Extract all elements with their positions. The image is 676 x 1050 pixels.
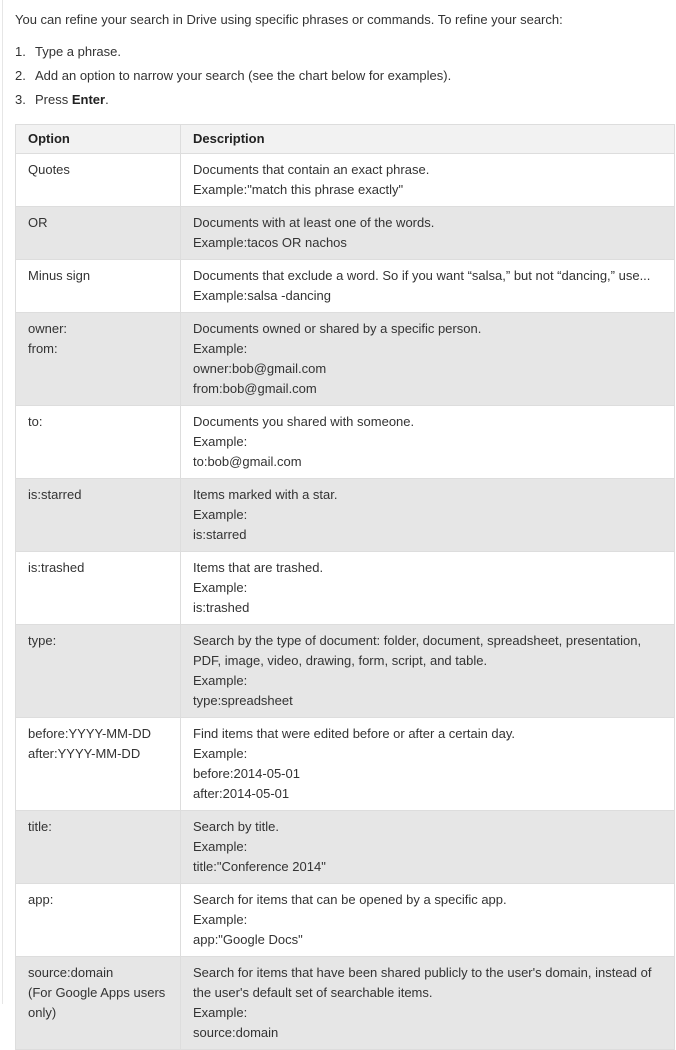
description-line: Example:	[193, 580, 248, 595]
description-cell	[181, 625, 675, 718]
table-row	[16, 154, 675, 207]
table-header-row	[16, 125, 675, 154]
description-line: from:bob@gmail.com	[193, 381, 317, 396]
option-cell	[16, 260, 181, 313]
table-body	[16, 154, 675, 1050]
description-cell	[181, 406, 675, 479]
description-line: Items that are trashed.	[193, 560, 324, 575]
option-line: source:domain	[28, 965, 114, 980]
step-number: 2.	[15, 68, 26, 83]
steps-list	[15, 43, 451, 115]
description-line: Find items that were edited before or after a certain day.	[193, 726, 516, 741]
description-line: Search for items that can be opened by a specific app.	[193, 892, 507, 907]
description-cell	[181, 479, 675, 552]
description-cell	[181, 884, 675, 957]
description-cell	[181, 207, 675, 260]
option-cell	[16, 884, 181, 957]
option-cell	[16, 479, 181, 552]
description-line: type:spreadsheet	[193, 693, 293, 708]
option-line: is:starred	[28, 487, 82, 502]
description-line: Documents that exclude a word. So if you want “salsa,” but not “dancing,” use...	[193, 268, 651, 283]
description-line: Example:tacos OR nachos	[193, 235, 347, 250]
description-line: Documents you shared with someone.	[193, 414, 415, 429]
option-line: to:	[28, 414, 43, 429]
option-line: title:	[28, 819, 52, 834]
step-item	[15, 43, 451, 67]
step-item	[15, 91, 451, 115]
step-key-enter: Enter	[71, 92, 106, 107]
step-number: 1.	[15, 44, 26, 59]
table-row	[16, 479, 675, 552]
table-row	[16, 207, 675, 260]
search-options-table	[15, 124, 675, 1050]
description-line: the user's default set of searchable items.	[193, 985, 433, 1000]
option-cell	[16, 552, 181, 625]
description-line: Example:	[193, 341, 248, 356]
option-line: Quotes	[28, 162, 70, 177]
table-row	[16, 260, 675, 313]
option-cell	[16, 207, 181, 260]
description-line: after:2014-05-01	[193, 786, 290, 801]
description-line: Search by title.	[193, 819, 279, 834]
step-text: Type a phrase.	[35, 44, 121, 59]
option-cell	[16, 406, 181, 479]
option-line: type:	[28, 633, 57, 648]
description-line: Example:salsa -dancing	[193, 288, 332, 303]
option-cell	[16, 811, 181, 884]
option-cell	[16, 313, 181, 406]
table-row	[16, 625, 675, 718]
description-line: Documents that contain an exact phrase.	[193, 162, 430, 177]
description-line: Example:	[193, 1005, 248, 1020]
table-row	[16, 313, 675, 406]
option-line: app:	[28, 892, 54, 907]
table-row	[16, 552, 675, 625]
description-line: Example:	[193, 839, 248, 854]
description-line: Search by the type of document: folder, document, spreadsheet, presentation,	[193, 633, 642, 648]
description-line: Items marked with a star.	[193, 487, 338, 502]
description-line: Example:	[193, 912, 248, 927]
description-line: Example:	[193, 434, 248, 449]
description-cell	[181, 811, 675, 884]
left-border-rule	[2, 0, 3, 1004]
option-line: is:trashed	[28, 560, 85, 575]
description-line: is:trashed	[193, 600, 250, 615]
option-cell	[16, 154, 181, 207]
description-line: Example:	[193, 507, 248, 522]
description-line: Documents owned or shared by a specific person.	[193, 321, 482, 336]
description-line: Search for items that have been shared publicly to the user's domain, instead of	[193, 965, 652, 980]
table-row	[16, 884, 675, 957]
header-option: Option	[16, 125, 181, 154]
table-row	[16, 811, 675, 884]
option-line: owner:	[28, 321, 68, 336]
description-cell	[181, 313, 675, 406]
description-cell	[181, 957, 675, 1050]
description-cell	[181, 552, 675, 625]
option-line: before:YYYY-MM-DD	[28, 726, 152, 741]
description-line: source:domain	[193, 1025, 279, 1040]
description-cell	[181, 260, 675, 313]
description-line: PDF, image, video, drawing, form, script, and table.	[193, 653, 488, 668]
table-row	[16, 957, 675, 1050]
step-text: Press	[35, 92, 72, 107]
option-line: Minus sign	[28, 268, 91, 283]
description-line: Example:"match this phrase exactly"	[193, 182, 404, 197]
option-line: after:YYYY-MM-DD	[28, 746, 141, 761]
intro-text: You can refine your search in Drive using specific phrases or commands. To refine your search:	[15, 12, 563, 27]
description-line: title:"Conference 2014"	[193, 859, 326, 874]
step-number: 3.	[15, 92, 26, 107]
description-line: Documents with at least one of the words.	[193, 215, 435, 230]
table-row	[16, 718, 675, 811]
description-line: before:2014-05-01	[193, 766, 300, 781]
description-line: app:"Google Docs"	[193, 932, 303, 947]
option-cell	[16, 718, 181, 811]
description-line: to:bob@gmail.com	[193, 454, 302, 469]
option-line: only)	[28, 1005, 57, 1020]
option-cell	[16, 957, 181, 1050]
description-cell	[181, 154, 675, 207]
option-line: (For Google Apps users	[28, 985, 166, 1000]
header-description: Description	[181, 125, 675, 154]
step-text: Add an option to narrow your search (see the chart below for examples).	[35, 68, 452, 83]
description-cell	[181, 718, 675, 811]
option-line: OR	[28, 215, 48, 230]
description-line: is:starred	[193, 527, 247, 542]
option-cell	[16, 625, 181, 718]
step-text-suffix: .	[105, 92, 109, 107]
description-line: Example:	[193, 746, 248, 761]
option-line: from:	[28, 341, 58, 356]
step-item	[15, 67, 451, 91]
description-line: owner:bob@gmail.com	[193, 361, 327, 376]
description-line: Example:	[193, 673, 248, 688]
table-row	[16, 406, 675, 479]
